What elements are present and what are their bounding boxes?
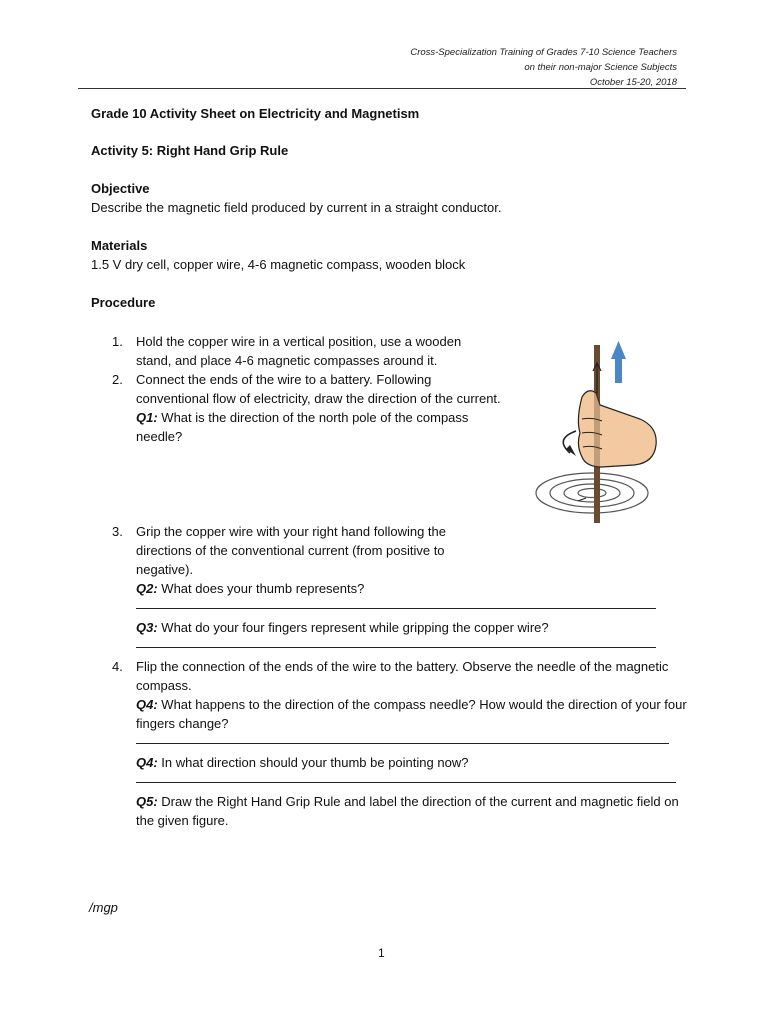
question-q4b bbox=[136, 753, 691, 772]
item-text: Flip the connection of the ends of the wire to the battery. Observe the needle of the magnetic compass. bbox=[136, 659, 669, 693]
header-line-2: on their non-major Science Subjects bbox=[524, 62, 677, 73]
page-number: 1 bbox=[378, 946, 385, 960]
q4b-text: In what direction should your thumb be pointing now? bbox=[161, 755, 469, 770]
answer-line-q4a[interactable] bbox=[136, 733, 669, 744]
q3-label: Q3: bbox=[136, 620, 158, 635]
header-divider bbox=[78, 88, 686, 89]
item-text: Connect the ends of the wire to a battery. Following conventional flow of electricity, draw the direction of the current. bbox=[136, 372, 501, 406]
field-ring-middle bbox=[550, 479, 634, 507]
procedure-item-2 bbox=[91, 370, 506, 446]
q2-label: Q2: bbox=[136, 581, 158, 596]
objective-text: Describe the magnetic field produced by current in a straight conductor. bbox=[91, 200, 502, 215]
answer-line-q2[interactable] bbox=[136, 598, 656, 609]
procedure-item-3 bbox=[91, 522, 691, 648]
item-number: 3. bbox=[112, 524, 123, 539]
procedure-heading: Procedure bbox=[91, 295, 156, 310]
q4a-text: What happens to the direction of the compass needle? How would the direction of your four fingers change? bbox=[136, 697, 687, 731]
q2-text: What does your thumb represents? bbox=[161, 581, 365, 596]
q4a-label: Q4: bbox=[136, 697, 158, 712]
question-q1 bbox=[136, 408, 506, 446]
field-ring-inner bbox=[564, 484, 620, 502]
item-number: 2. bbox=[112, 372, 123, 387]
answer-line-q4b[interactable] bbox=[136, 772, 676, 783]
hand-icon bbox=[578, 391, 656, 467]
item-text: Hold the copper wire in a vertical position, use a wooden stand, and place 4-6 magnetic compasses around it. bbox=[136, 334, 462, 368]
header-line-1: Cross-Specialization Training of Grades 7-10 Science Teachers bbox=[410, 47, 677, 58]
activity-title: Activity 5: Right Hand Grip Rule bbox=[91, 143, 289, 158]
item-text: Grip the copper wire with your right hand following the directions of the conventional current (from positive to negative). bbox=[136, 524, 446, 577]
answer-line-q3[interactable] bbox=[136, 637, 656, 648]
q1-label: Q1: bbox=[136, 410, 158, 425]
header-line-3: October 15-20, 2018 bbox=[589, 77, 677, 88]
field-ring-core bbox=[578, 489, 606, 498]
wire-behind-hand bbox=[594, 393, 600, 467]
author-initials: /mgp bbox=[89, 900, 118, 915]
field-direction-icon bbox=[578, 498, 586, 501]
q1-text: What is the direction of the north pole of the compass needle? bbox=[136, 410, 469, 444]
up-arrow-icon bbox=[611, 341, 626, 359]
item-number: 4. bbox=[112, 659, 123, 674]
q3-text: What do your four fingers represent while gripping the copper wire? bbox=[161, 620, 549, 635]
procedure-item-4 bbox=[91, 657, 691, 830]
procedure-item-1 bbox=[91, 332, 496, 370]
document-header bbox=[410, 45, 677, 90]
question-q5 bbox=[136, 792, 691, 830]
q4b-label: Q4: bbox=[136, 755, 158, 770]
blue-arrow-shaft bbox=[615, 357, 622, 383]
document-title: Grade 10 Activity Sheet on Electricity and Magnetism bbox=[91, 106, 420, 121]
question-q3 bbox=[136, 618, 691, 637]
materials-text: 1.5 V dry cell, copper wire, 4-6 magnetic compass, wooden block bbox=[91, 257, 466, 272]
materials-heading: Materials bbox=[91, 238, 148, 253]
objective-heading: Objective bbox=[91, 181, 150, 196]
right-hand-grip-figure bbox=[530, 335, 666, 525]
question-q2 bbox=[136, 579, 691, 598]
q5-label: Q5: bbox=[136, 794, 158, 809]
q5-text: Draw the Right Hand Grip Rule and label the direction of the current and magnetic field on the given figure. bbox=[136, 794, 679, 828]
question-q4a bbox=[136, 695, 691, 733]
item-number: 1. bbox=[112, 334, 123, 349]
